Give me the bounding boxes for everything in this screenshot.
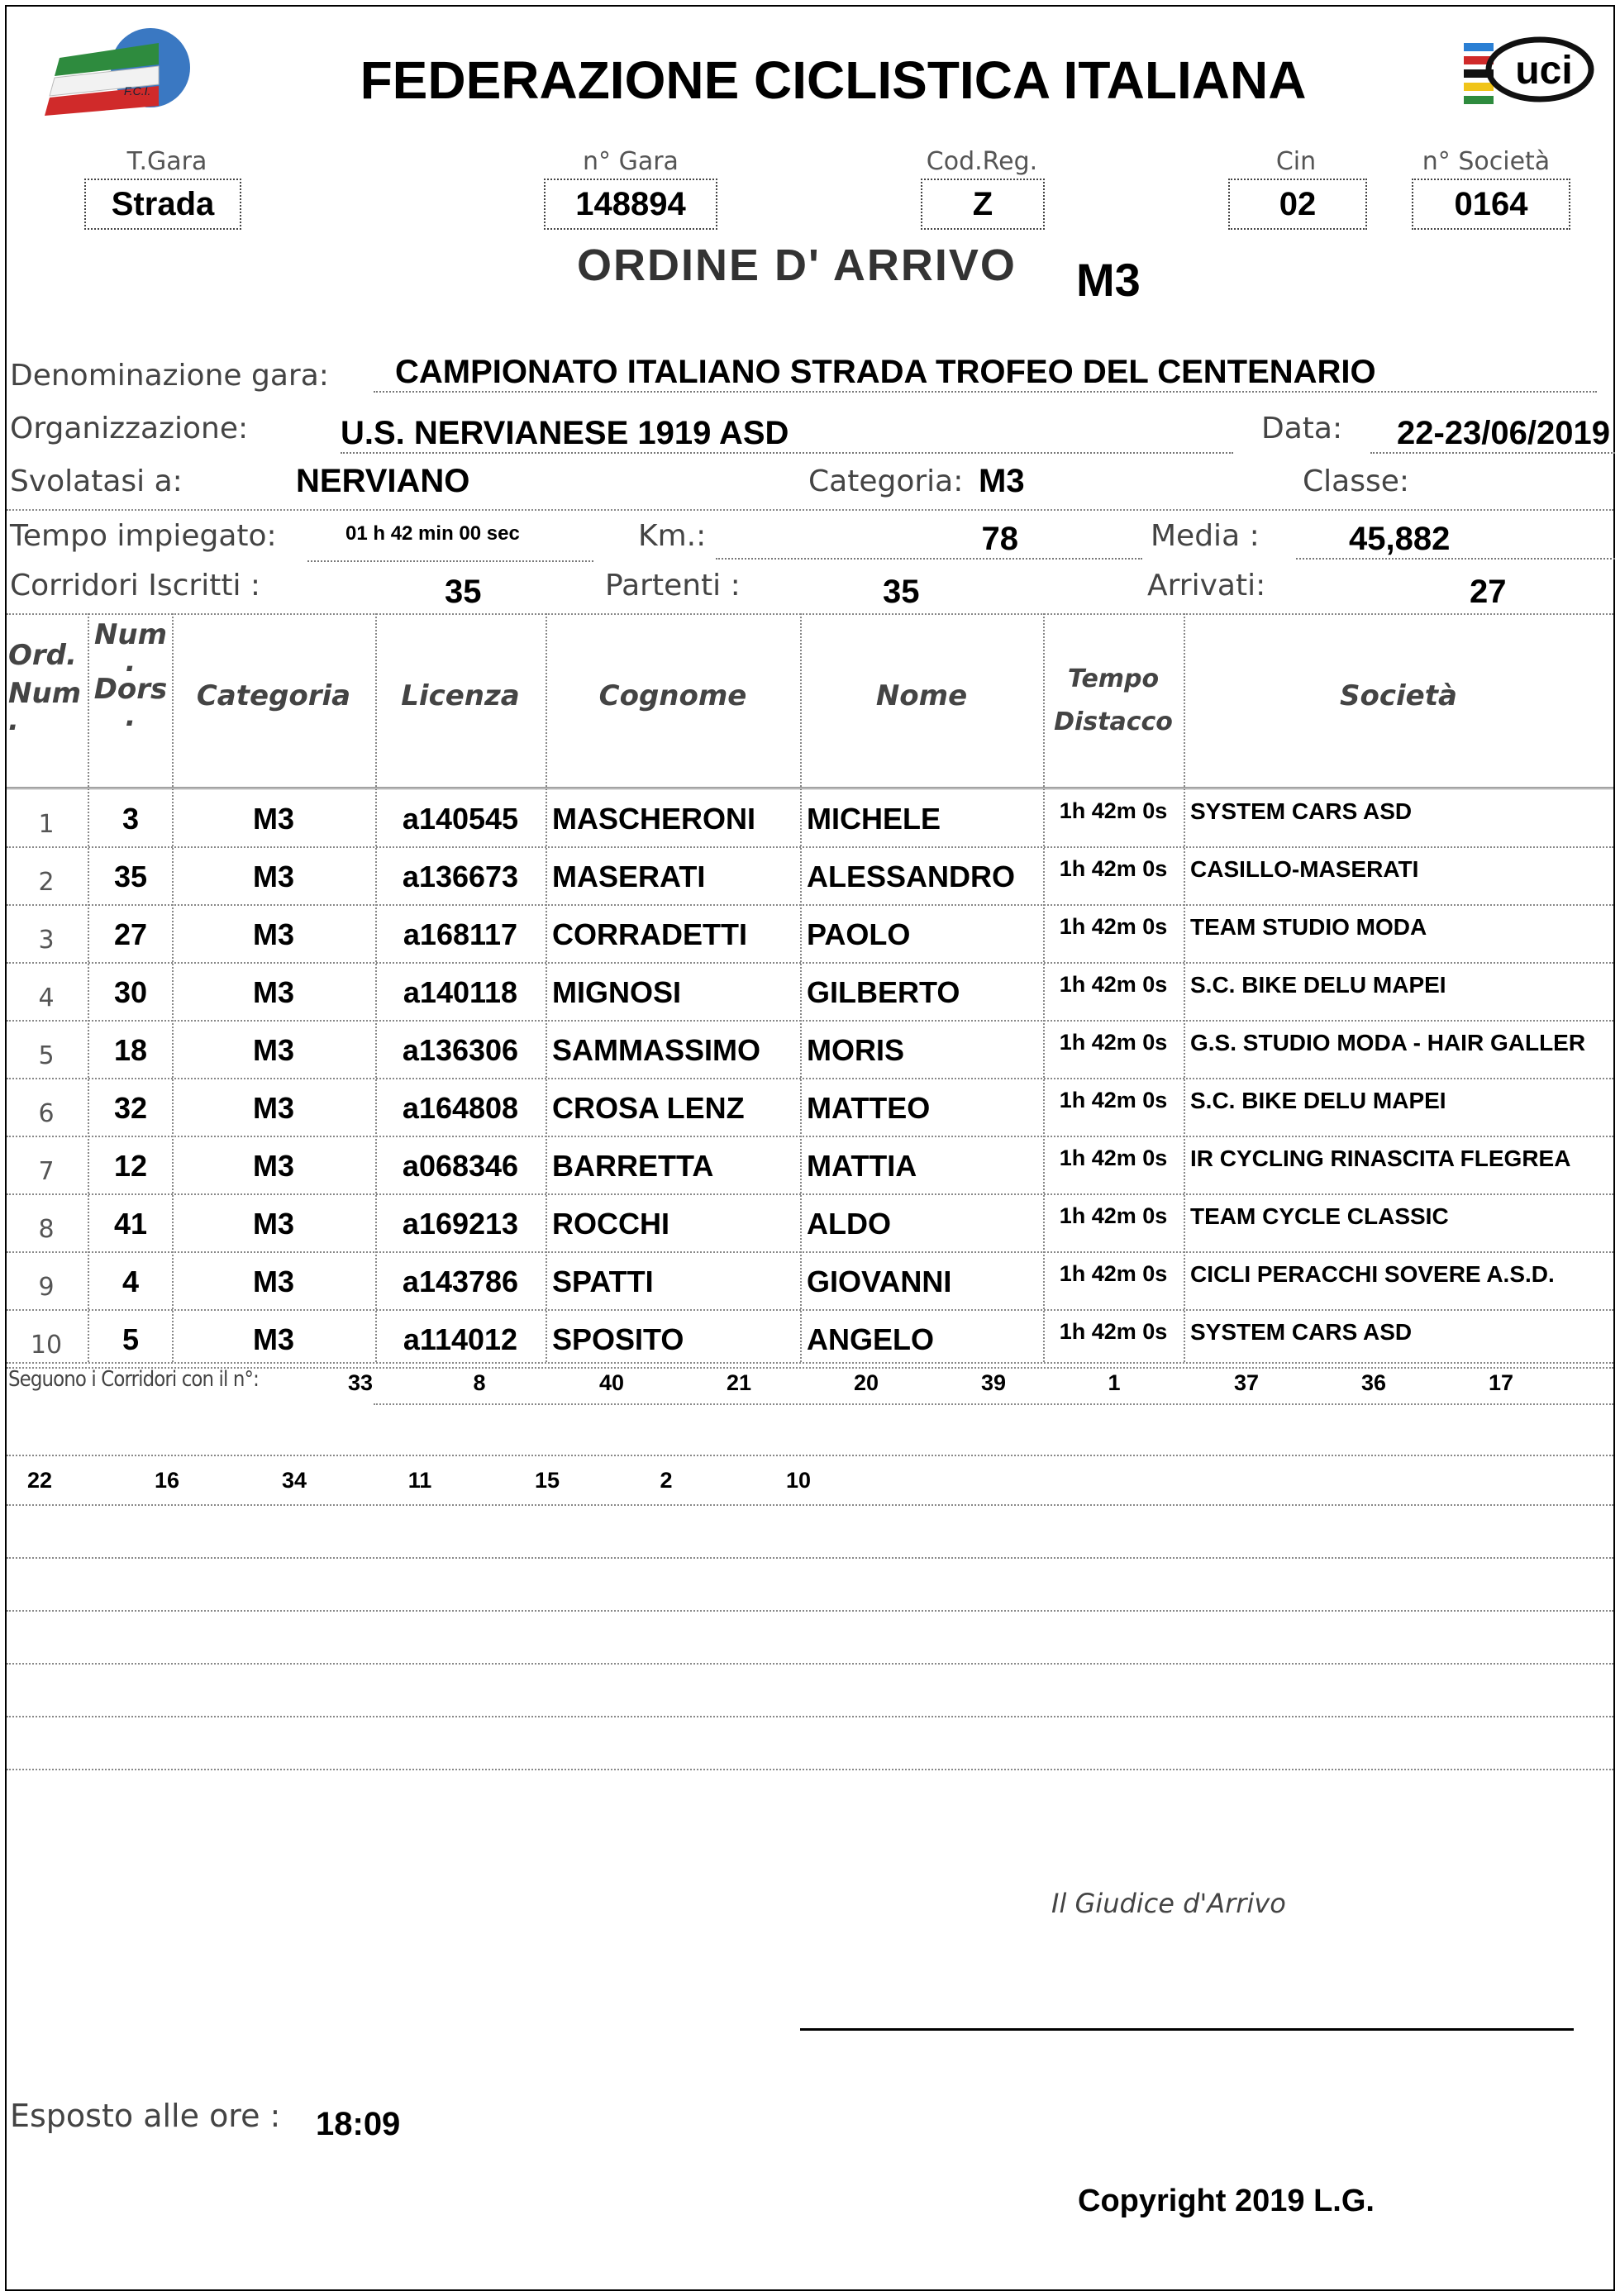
cell-societa: S.C. BIKE DELU MAPEI [1190,1088,1446,1113]
cell-tempo: 1h 42m 0s [1059,914,1168,939]
cell-categoria: M3 [252,1207,294,1241]
cell-tempo: 1h 42m 0s [1059,856,1168,881]
cell-societa: G.S. STUDIO MODA - HAIR GALLER [1190,1030,1586,1055]
follower-number: 33 [347,1370,374,1395]
cell-ord: 5 [38,1041,55,1070]
cell-nome: ALDO [807,1207,891,1241]
table-row [7,790,1613,848]
cin-label: Cin [1275,147,1317,176]
cell-num: 27 [113,917,148,951]
follower-number: 16 [154,1468,180,1493]
header-licenza: Licenza [401,679,520,712]
media-value: 45,882 [1296,521,1615,560]
table-row [7,1079,1613,1137]
cell-licenza: a136306 [402,1033,519,1067]
classe-label: Classe: [1303,464,1409,498]
cell-tempo: 1h 42m 0s [1059,798,1168,823]
iscritti-label: Corridori Iscritti : [10,569,261,603]
cell-licenza: a140118 [403,975,518,1009]
row-divider [7,1504,1613,1506]
cell-num: 32 [113,1091,148,1125]
cell-nome: MATTEO [807,1091,931,1125]
cell-societa: SYSTEM CARS ASD [1190,1319,1413,1345]
tempo-value: 01 h 42 min 00 sec [307,522,593,562]
data-value: 22-23/06/2019 [1370,415,1615,454]
row-divider [7,1557,1613,1559]
organizzazione-label: Organizzazione: [10,412,249,445]
n-gara-box: 148894 [544,179,717,230]
media-label: Media : [1151,519,1260,553]
cell-nome: GILBERTO [807,975,960,1009]
n-societa-box: 0164 [1412,179,1570,230]
cell-tempo: 1h 42m 0s [1059,1146,1168,1170]
cell-licenza: a068346 [402,1149,519,1183]
fci-logo-text: F.C.I. [124,84,151,98]
giudice-label: Il Giudice d'Arrivo [1051,1888,1286,1919]
t-gara-box: Strada [84,179,241,230]
cell-tempo: 1h 42m 0s [1059,1030,1168,1055]
n-gara-label: n° Gara [583,147,679,176]
table-body [7,790,1613,1362]
arrivati-value: 27 [1470,574,1507,610]
cell-cognome: MIGNOSI [552,975,682,1009]
copyright: Copyright 2019 L.G. [1078,2184,1375,2218]
cod-reg-label: Cod.Reg. [926,147,1038,176]
followers-line2 [7,1468,1613,1501]
cell-nome: MICHELE [807,802,941,836]
cell-cognome: CORRADETTI [552,917,747,951]
table-row [7,964,1613,1022]
t-gara-label: T.Gara [126,147,207,176]
cell-ord: 3 [38,926,55,955]
follower-number: 22 [26,1468,53,1493]
km-value: 78 [716,521,1142,560]
follower-number: 1 [1108,1370,1121,1395]
esposto-label: Esposto alle ore : [10,2098,281,2134]
header-cognome: Cognome [598,679,747,712]
fci-logo [35,25,208,117]
cod-reg-box: Z [921,179,1045,230]
cell-categoria: M3 [252,1322,294,1356]
cell-nome: ANGELO [807,1322,935,1356]
categoria-value: M3 [979,463,1025,499]
follower-number: 37 [1233,1370,1260,1395]
cell-licenza: a136673 [402,860,519,893]
km-label: Km.: [638,519,707,553]
organizzazione-value: U.S. NERVIANESE 1919 ASD [341,415,1233,454]
cell-licenza: a168117 [403,917,518,951]
cell-nome: MORIS [807,1033,905,1067]
categoria-label: Categoria: [808,464,964,498]
follower-number: 8 [473,1370,486,1395]
arrivati-label: Arrivati: [1147,569,1266,603]
cell-num: 35 [113,860,148,893]
header-tempo-line1: Tempo [1067,665,1160,693]
results-table [7,613,1613,1362]
cin-box: 02 [1228,179,1367,230]
cell-ord: 4 [38,984,55,1012]
header-societa: Società [1340,679,1457,712]
cell-tempo: 1h 42m 0s [1059,1203,1168,1228]
cell-societa: IR CYCLING RINASCITA FLEGREA [1190,1146,1571,1171]
cell-licenza: a143786 [402,1265,519,1298]
cell-categoria: M3 [252,975,294,1009]
table-row [7,1137,1613,1195]
table-row [7,1311,1613,1369]
follower-number: 15 [534,1468,560,1493]
partenti-label: Partenti : [605,569,741,603]
n-societa-label: n° Società [1422,147,1551,176]
tempo-label: Tempo impiegato: [10,519,277,553]
esposto-value: 18:09 [316,2106,401,2142]
table-row [7,848,1613,906]
cell-societa: CASILLO-MASERATI [1190,856,1419,882]
iscritti-value: 35 [445,574,482,610]
cell-ord: 7 [38,1157,55,1186]
cell-categoria: M3 [252,1265,294,1298]
cell-categoria: M3 [252,1033,294,1067]
cell-cognome: CROSA LENZ [552,1091,745,1125]
federation-title: FEDERAZIONE CICLISTICA ITALIANA [360,50,1307,110]
follower-number: 39 [980,1370,1007,1395]
cell-ord: 2 [38,868,55,897]
cell-licenza: a164808 [402,1091,519,1125]
cell-num: 5 [122,1322,140,1356]
uci-logo [1457,31,1598,122]
row-divider [7,1663,1613,1665]
header-divider [7,787,1613,789]
cell-licenza: a169213 [402,1207,519,1241]
cell-nome: GIOVANNI [807,1265,952,1298]
cell-num: 41 [113,1207,148,1241]
svolatasi-label: Svolatasi a: [10,464,183,498]
uci-logo-text: uci [1515,49,1573,93]
cell-cognome: SPATTI [552,1265,654,1298]
follower-number: 20 [853,1370,879,1395]
cell-ord: 8 [38,1215,55,1244]
table-row [7,1253,1613,1311]
cell-tempo: 1h 42m 0s [1059,1319,1168,1344]
cell-cognome: MASERATI [552,860,706,893]
document-title: ORDINE D' ARRIVO [577,241,1017,290]
header-nome: Nome [875,679,968,712]
row-divider [7,1610,1613,1612]
cell-ord: 6 [38,1099,55,1128]
results-sheet [5,5,1615,2291]
cell-ord: 1 [38,810,55,839]
cell-ord: 9 [38,1273,55,1302]
header-ord-line1: Ord. [8,639,77,672]
cell-cognome: ROCCHI [552,1207,669,1241]
follower-number: 10 [785,1468,812,1493]
cell-num: 3 [122,802,140,836]
followers-line1 [7,1370,1613,1403]
followers-label: Seguono i Corridori con il n°: [8,1367,259,1392]
svolatasi-value: NERVIANO [296,463,470,499]
partenti-value: 35 [883,574,920,610]
cell-tempo: 1h 42m 0s [1059,1261,1168,1286]
cell-ord: 10 [30,1331,63,1360]
cell-societa: S.C. BIKE DELU MAPEI [1190,972,1446,998]
header-ord-line2: Num [8,677,82,710]
denominazione-value: CAMPIONATO ITALIANO STRADA TROFEO DEL CENTENARIO [374,354,1597,393]
cell-cognome: SPOSITO [552,1322,684,1356]
cell-nome: MATTIA [807,1149,917,1183]
cell-tempo: 1h 42m 0s [1059,972,1168,997]
followers-underline [374,1403,1613,1405]
row-divider [7,1716,1613,1717]
cell-cognome: SAMMASSIMO [552,1033,760,1067]
table-row [7,1022,1613,1079]
header-ord [8,636,83,737]
follower-number: 40 [598,1370,625,1395]
cell-categoria: M3 [252,860,294,893]
cell-nome: ALESSANDRO [807,860,1016,893]
cell-societa: CICLI PERACCHI SOVERE A.S.D. [1190,1261,1555,1287]
cell-categoria: M3 [252,1091,294,1125]
category-badge: M3 [1076,254,1141,306]
follower-number: 34 [281,1468,307,1493]
table-row [7,1195,1613,1253]
table-bottom-border [7,1362,1613,1364]
cell-num: 30 [113,975,148,1009]
cell-categoria: M3 [252,917,294,951]
header-num-line3: Dors [93,673,168,706]
cell-societa: TEAM CYCLE CLASSIC [1190,1203,1449,1229]
cell-num: 4 [122,1265,140,1298]
header-num-dors [89,618,172,733]
row-divider [7,509,1613,511]
cell-licenza: a140545 [402,802,519,836]
follower-number: 36 [1360,1370,1387,1395]
header-num-line4: . [125,700,136,733]
header-ord-line3: . [8,704,19,737]
denominazione-label: Denominazione gara: [10,359,329,393]
header-tempo [1043,658,1184,744]
cell-categoria: M3 [252,802,294,836]
cell-cognome: MASCHERONI [552,802,756,836]
follower-number: 17 [1488,1370,1514,1395]
cell-categoria: M3 [252,1149,294,1183]
header-tempo-line2: Distacco [1054,707,1173,736]
header-num-line1: Num [93,618,168,651]
cell-licenza: a114012 [403,1322,518,1356]
row-divider [7,1455,1613,1456]
cell-num: 12 [113,1149,148,1183]
cell-cognome: BARRETTA [552,1149,714,1183]
cell-tempo: 1h 42m 0s [1059,1088,1168,1112]
cell-num: 18 [113,1033,148,1067]
header-categoria: Categoria [196,679,351,712]
follower-number: 2 [660,1468,673,1493]
table-row [7,906,1613,964]
cell-societa: TEAM STUDIO MODA [1190,914,1427,940]
cell-societa: SYSTEM CARS ASD [1190,798,1413,824]
follower-number: 21 [726,1370,752,1395]
row-divider [7,1769,1613,1770]
signature-line [800,2028,1574,2031]
follower-number: 11 [407,1468,432,1493]
cell-nome: PAOLO [807,917,911,951]
data-label: Data: [1261,412,1343,445]
header-num-line2: . [125,645,136,679]
